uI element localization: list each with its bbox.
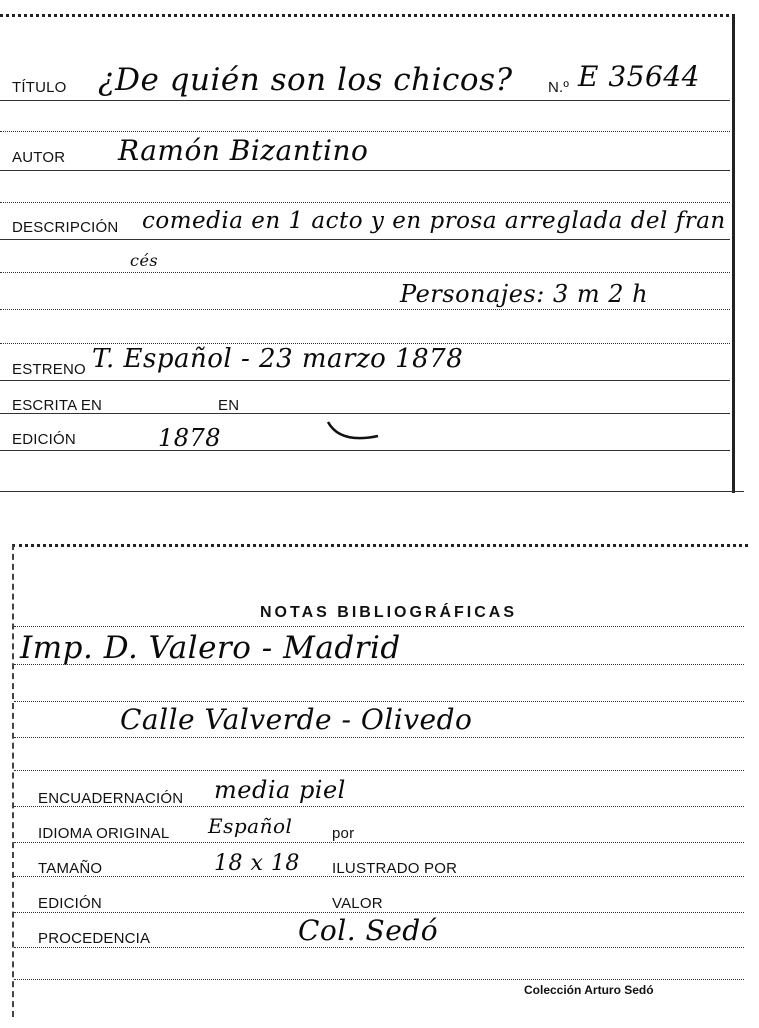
rule-edicion [0,450,730,451]
escrita-en-label: ESCRITA EN [12,397,103,414]
titulo-label: TÍTULO [12,79,67,96]
rule [14,701,744,702]
encuadernacion-value: media piel [214,776,346,804]
autor-label: AUTOR [12,149,66,166]
rule-estreno [0,380,730,381]
collection-credit: Colección Arturo Sedó [524,983,654,997]
separator-line [0,491,744,492]
rule [14,737,744,738]
rule [14,770,744,771]
estreno-value: T. Español - 23 marzo 1878 [92,344,464,374]
ilustrado-label: ILUSTRADO POR [332,860,458,877]
edicion-label: EDICIÓN [12,431,76,448]
tamano-label: TAMAÑO [38,860,103,877]
encuadernacion-label: ENCUADERNACIÓN [38,790,184,807]
edicion-bottom-label: EDICIÓN [38,895,102,912]
por-label: por [332,825,355,842]
procedencia-label: PROCEDENCIA [38,930,151,947]
valor-label: VALOR [332,895,383,912]
idioma-value: Español [208,814,293,838]
titulo-value: ¿De quién son los chicos? [98,62,513,98]
descripcion-line1: comedia en 1 acto y en prosa arreglada del fran [142,208,726,234]
estreno-label: ESTRENO [12,361,86,378]
ink-mark [320,396,390,448]
note-line-2: Calle Valverde - Olivedo [120,703,473,736]
descripcion-label: DESCRIPCIÓN [12,219,119,236]
rule [14,947,744,948]
rule [14,912,744,913]
rule [14,842,744,843]
notes-heading: NOTAS BIBLIOGRÁFICAS [260,604,518,621]
rule [0,131,730,132]
personajes-value: Personajes: 3 m 2 h [400,280,649,308]
rule [14,626,744,627]
rule [0,202,730,203]
autor-value: Ramón Bizantino [118,134,369,167]
rule-titulo [0,100,730,101]
rule-descripcion [0,239,730,240]
idioma-label: IDIOMA ORIGINAL [38,825,170,842]
numero-label: N.º [548,79,570,96]
descripcion-line2: cés [130,251,159,270]
rule [14,979,744,980]
en-label: EN [218,397,240,414]
rule-autor [0,170,730,171]
numero-value: E 35644 [578,60,700,93]
edicion-value: 1878 [158,424,222,452]
rule [0,309,730,310]
tamano-value: 18 x 18 [214,851,300,876]
procedencia-value: Col. Sedó [298,914,439,947]
note-line-1: Imp. D. Valero - Madrid [20,630,401,666]
rule [0,272,730,273]
